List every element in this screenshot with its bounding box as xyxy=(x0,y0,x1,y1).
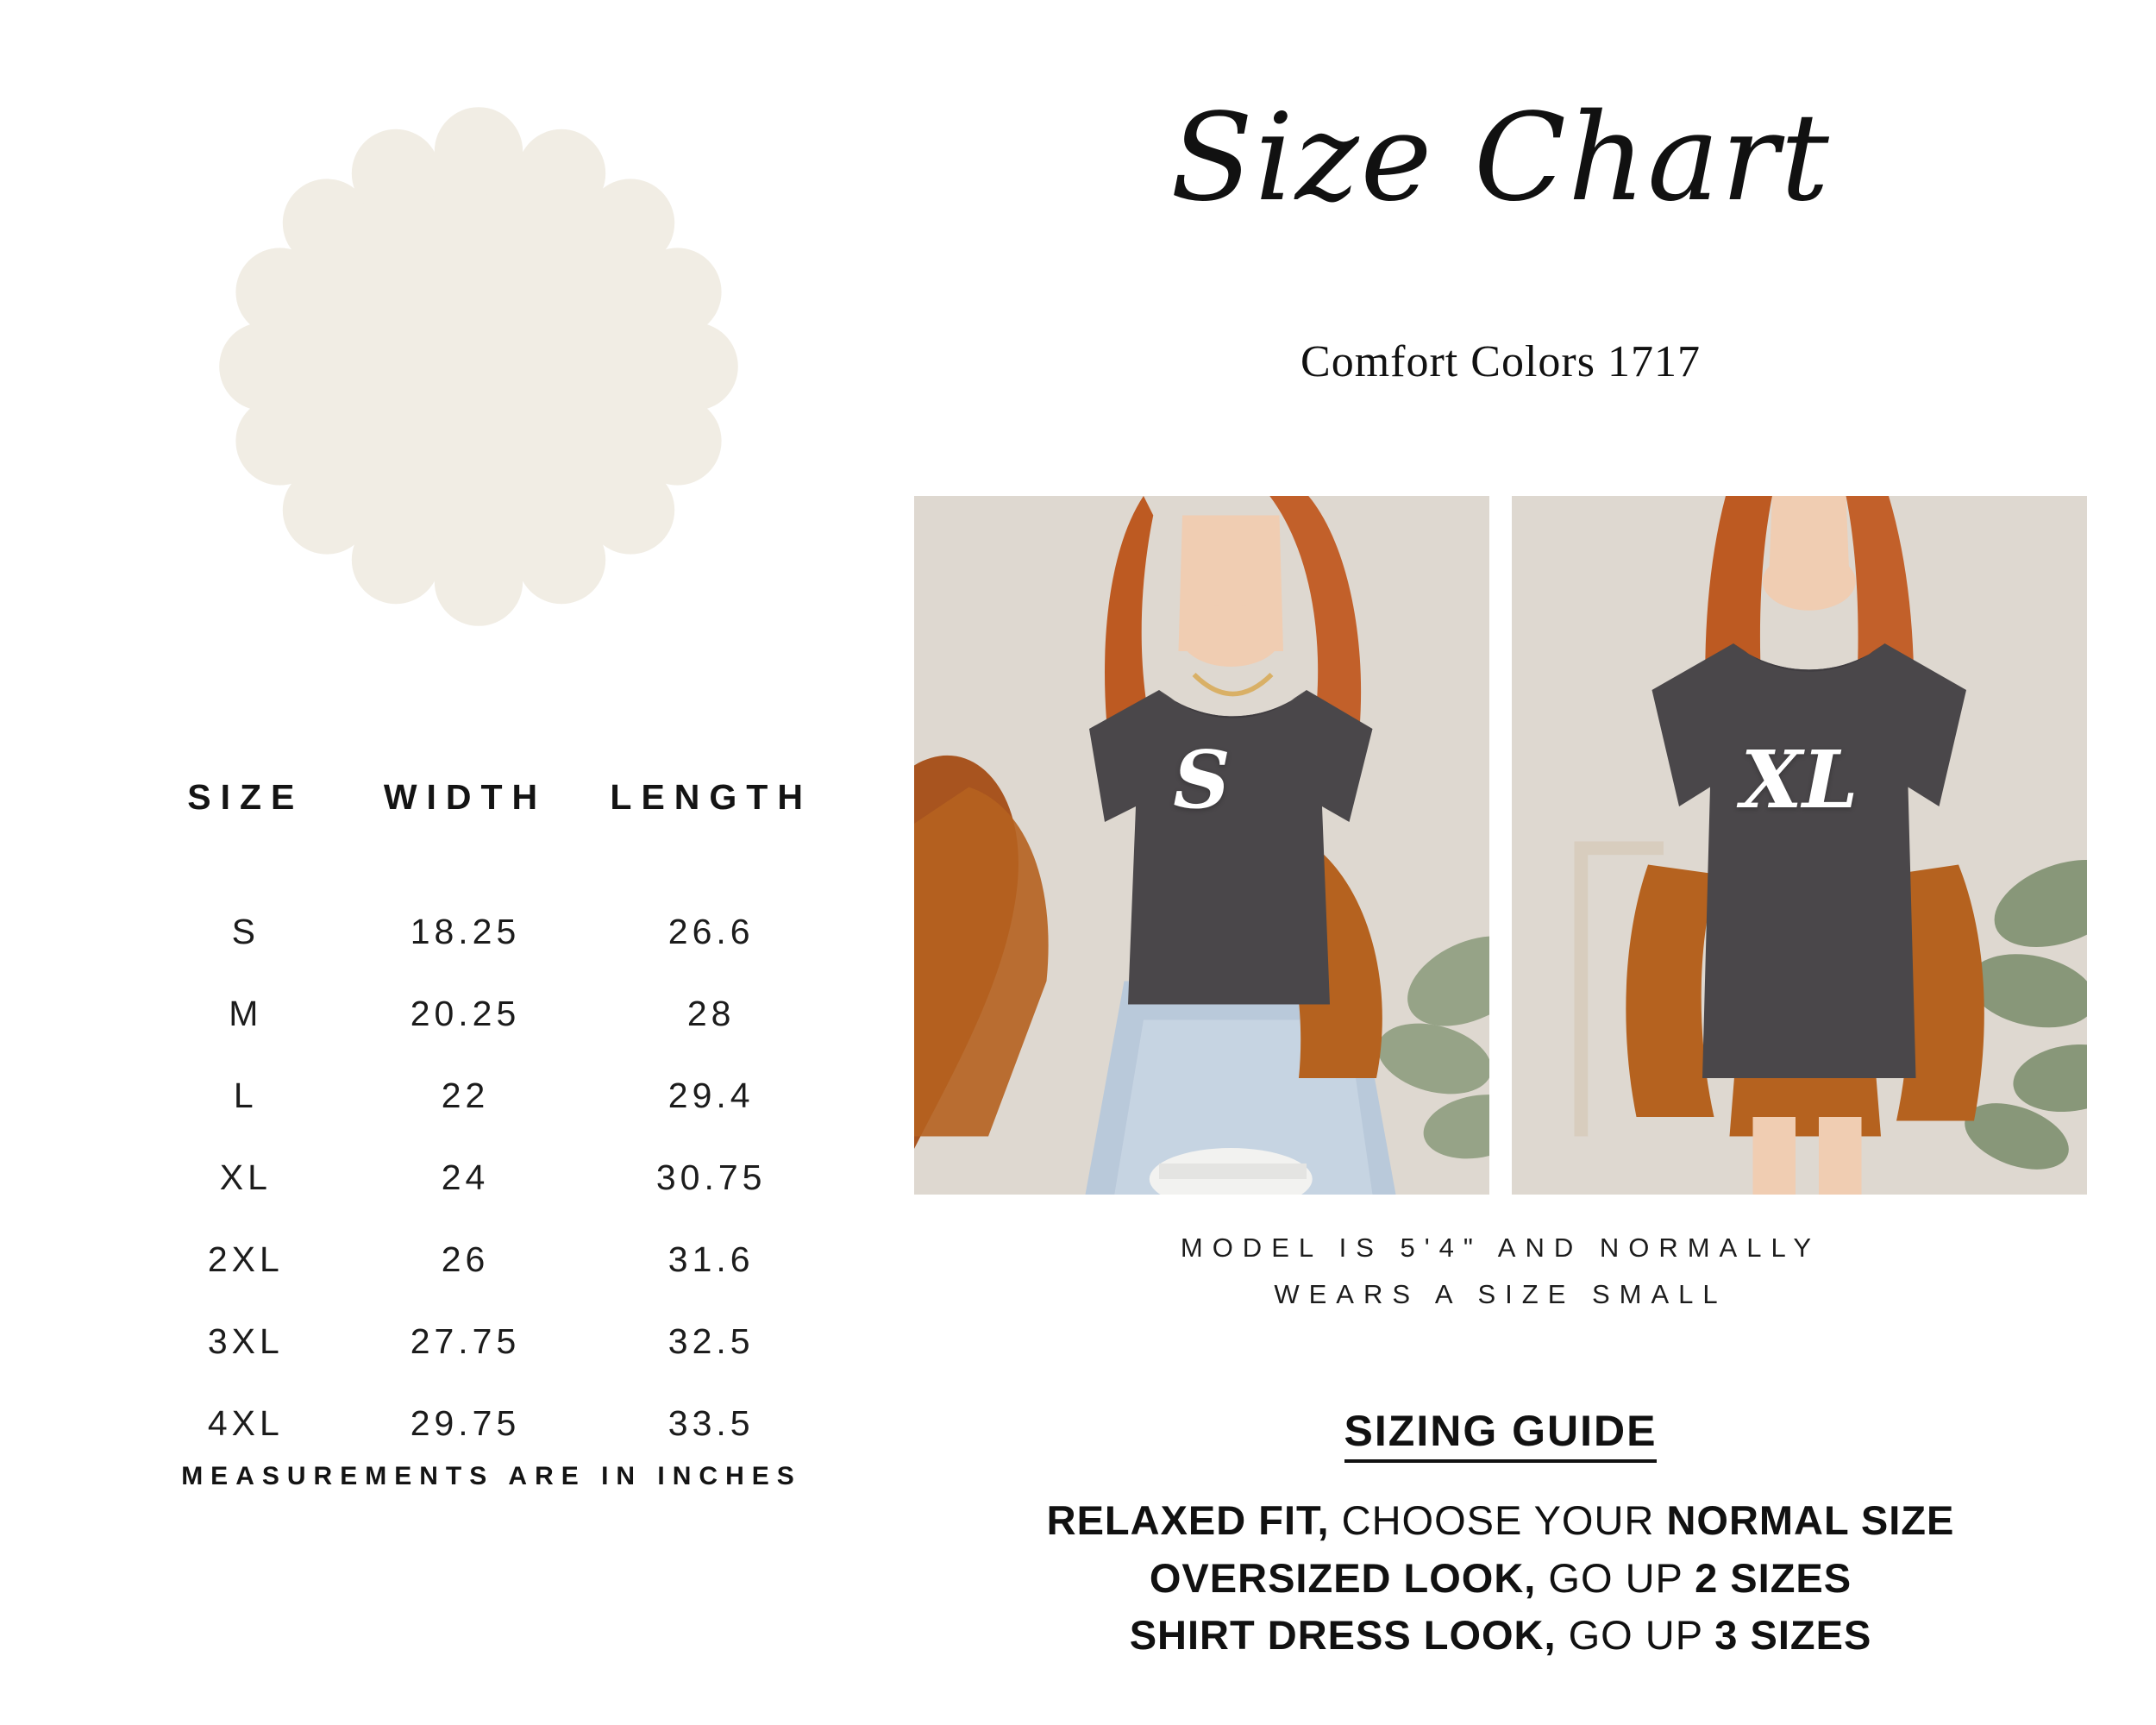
cell-width: 27.75 xyxy=(410,1321,521,1361)
sizing-guide-line xyxy=(914,1492,2087,1550)
cell-size: 4XL xyxy=(207,1403,284,1443)
cell-size: XL xyxy=(219,1157,272,1197)
model-note-line-1: MODEL IS 5'4" AND NORMALLY xyxy=(1180,1233,1821,1263)
cell-width: 22 xyxy=(441,1076,490,1115)
photo-size-label-small: S xyxy=(1173,733,1231,826)
guide-line-strong: NORMAL SIZE xyxy=(1666,1497,1955,1543)
cell-width: 18.25 xyxy=(410,912,521,951)
table-row xyxy=(147,891,837,973)
photo-size-label-xl: XL xyxy=(1740,733,1858,826)
table-row xyxy=(147,1219,837,1301)
sizing-guide-lines xyxy=(914,1492,2087,1665)
guide-line-mid: CHOOSE YOUR xyxy=(1329,1497,1667,1543)
header-length: LENGTH xyxy=(610,777,812,817)
cell-length: 33.5 xyxy=(667,1403,755,1443)
table-row xyxy=(147,1055,837,1137)
guide-line-lead: SHIRT DRESS LOOK, xyxy=(1129,1612,1557,1659)
photo-size-small xyxy=(914,496,1489,1195)
cell-size: S xyxy=(231,912,260,951)
page-subtitle: Comfort Colors 1717 xyxy=(1300,337,1701,386)
table-row xyxy=(147,973,837,1055)
cell-width: 29.75 xyxy=(410,1403,521,1443)
table-row xyxy=(147,1301,837,1383)
photo-size-xl xyxy=(1512,496,2087,1195)
right-column xyxy=(897,0,2156,1725)
cell-width: 20.25 xyxy=(410,994,521,1033)
cell-length: 26.6 xyxy=(667,912,755,951)
guide-line-strong: 2 SIZES xyxy=(1695,1554,1852,1601)
sizing-guide-line xyxy=(914,1607,2087,1665)
cell-width: 24 xyxy=(441,1157,490,1197)
cell-length: 29.4 xyxy=(667,1076,755,1115)
cell-size: L xyxy=(233,1076,258,1115)
guide-line-lead: OVERSIZED LOOK, xyxy=(1149,1554,1537,1601)
sizing-guide-line xyxy=(914,1550,2087,1608)
model-height-note xyxy=(914,1225,2087,1319)
cell-size: 3XL xyxy=(207,1321,284,1361)
cell-length: 32.5 xyxy=(667,1321,755,1361)
model-photos xyxy=(914,496,2087,1195)
cell-width: 26 xyxy=(441,1239,490,1279)
cell-size: M xyxy=(229,994,263,1033)
measurements-note: MEASUREMENTS ARE IN INCHES xyxy=(181,1462,802,1490)
size-table xyxy=(147,776,837,1465)
sizing-guide-heading xyxy=(914,1406,2087,1463)
model-note-line-2: WEARS A SIZE SMALL xyxy=(1274,1279,1727,1310)
measurements-table-block xyxy=(147,776,837,1465)
guide-line-mid: GO UP xyxy=(1556,1612,1715,1659)
header-size: SIZE xyxy=(187,777,304,817)
guide-line-mid: GO UP xyxy=(1536,1554,1695,1601)
page-title: Size Chart xyxy=(1170,88,1831,229)
cell-length: 28 xyxy=(686,994,736,1033)
cell-length: 31.6 xyxy=(667,1239,755,1279)
guide-line-strong: 3 SIZES xyxy=(1714,1612,1872,1659)
sizing-guide-heading-text: SIZING GUIDE xyxy=(1344,1406,1658,1463)
left-column xyxy=(0,0,897,1725)
guide-line-lead: RELAXED FIT, xyxy=(1046,1497,1330,1543)
scalloped-badge-placeholder xyxy=(203,65,755,668)
header-width: WIDTH xyxy=(383,777,548,817)
table-row xyxy=(147,1383,837,1465)
cell-size: 2XL xyxy=(207,1239,284,1279)
table-header-row xyxy=(147,776,837,891)
cell-length: 30.75 xyxy=(655,1157,767,1197)
table-row xyxy=(147,1137,837,1219)
